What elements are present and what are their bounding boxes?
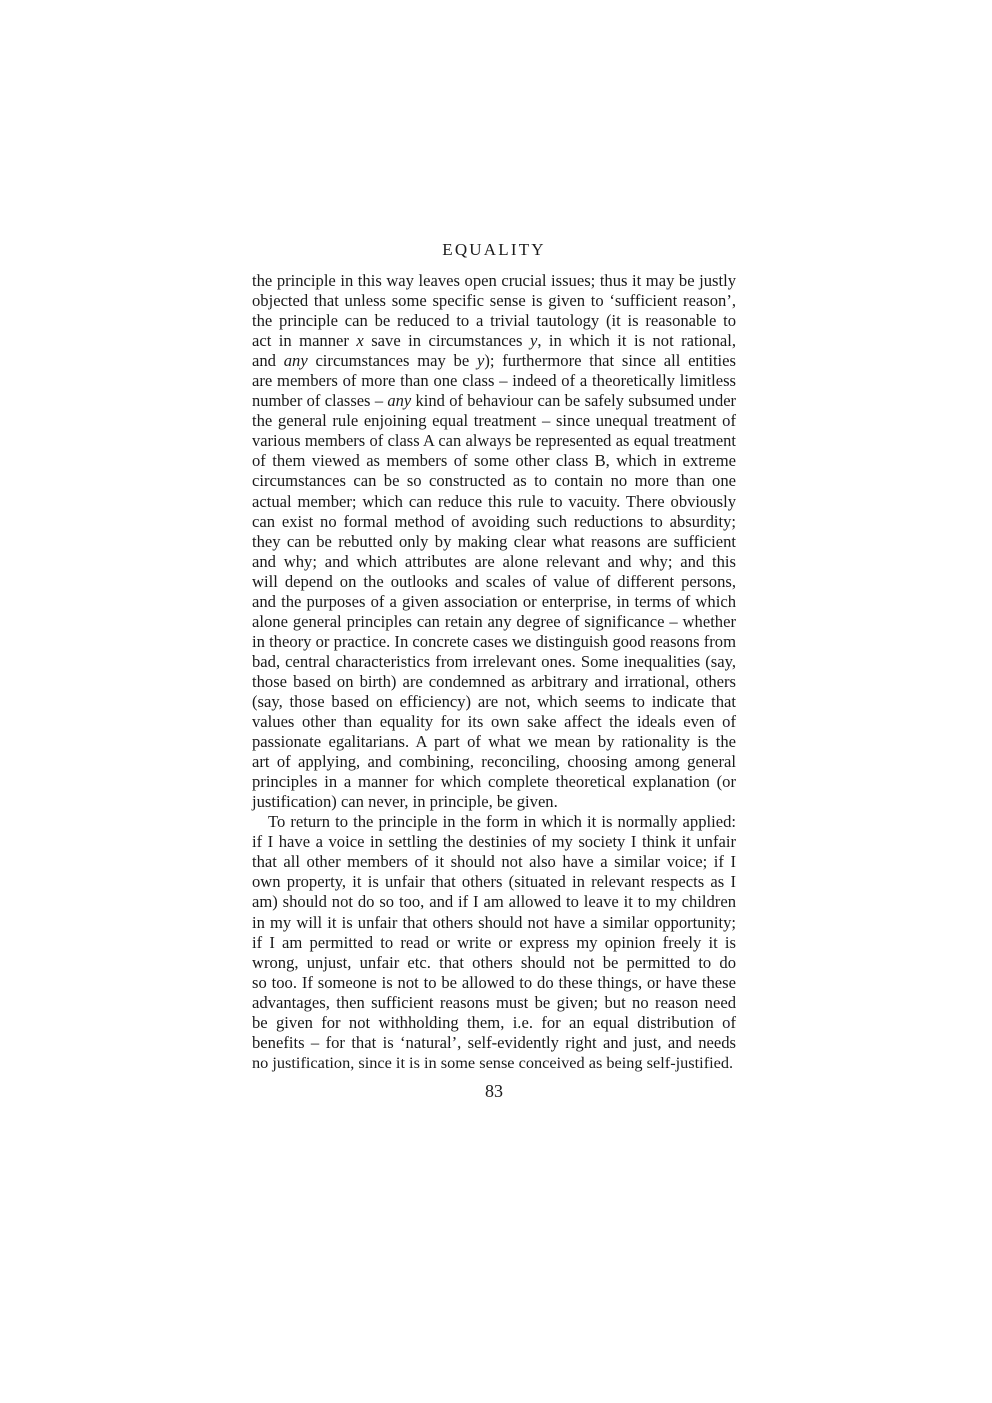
text-line: so too. If someone is not to be allowed to do these things, or have these [252, 972, 736, 992]
text-line: passionate egalitarians. A part of what we mean by rationality is the [252, 732, 736, 752]
text-line: no justification, since it is in some sense conceived as being self-justified. [252, 1052, 734, 1072]
text-line: various members of class A can always be represented as equal treatment [252, 431, 736, 451]
paragraph-1 [252, 271, 736, 812]
text-line: are members of more than one class – indeed of a theoretically limitless [252, 371, 736, 391]
text-line: and the purposes of a given association or enterprise, in terms of which [252, 591, 736, 611]
text-line: of them viewed as members of some other class B, which in extreme [252, 451, 736, 471]
text-line: benefits – for that is ‘natural’, self-evidently right and just, and needs [252, 1032, 736, 1052]
text-line: am) should not do so too, and if I am allowed to leave it to my children [252, 892, 736, 912]
text-line: actual member; which can reduce this rule to vacuity. There obviously [252, 491, 736, 511]
text-line: advantages, then sufficient reasons must be given; but no reason need [252, 992, 736, 1012]
text-line: if I am permitted to read or write or express my opinion freely it is [252, 932, 736, 952]
running-head: EQUALITY [442, 240, 546, 259]
text-line: principles in a manner for which complete theoretical explanation (or [252, 772, 736, 792]
text-line: wrong, unjust, unfair etc. that others should not be permitted to do [252, 952, 736, 972]
text-line: can exist no formal method of avoiding such reductions to absurdity; [252, 511, 736, 531]
text-line: art of applying, and combining, reconciling, choosing among general [252, 752, 736, 772]
text-line: values other than equality for its own sake affect the ideals even of [252, 712, 736, 732]
text-line: those based on birth) are condemned as arbitrary and irrational, others [252, 671, 736, 691]
text-line: alone general principles can retain any degree of significance – whether [252, 611, 736, 631]
text-line: and why; and which attributes are alone relevant and why; and this [252, 551, 736, 571]
body-text [252, 271, 736, 1073]
text-line: in my will it is unfair that others should not have a similar opportunity; [252, 912, 736, 932]
text-line: they can be rebutted only by making clear what reasons are sufficient [252, 531, 736, 551]
text-line: bad, central characteristics from irrelevant ones. Some inequalities (say, [252, 651, 736, 671]
text-line: circumstances can be so constructed as to contain no more than one [252, 471, 736, 491]
text-line: will depend on the outlooks and scales of value of different persons, [252, 571, 736, 591]
text-line: and any circumstances may be y); furthermore that since all entities [252, 351, 736, 371]
text-line: be given for not withholding them, i.e. for an equal distribution of [252, 1012, 736, 1032]
text-line: own property, it is unfair that others (situated in relevant respects as I [252, 872, 736, 892]
text-line: To return to the principle in the form in which it is normally applied: [268, 812, 736, 832]
text-line: the principle in this way leaves open crucial issues; thus it may be justly [252, 271, 736, 290]
text-line: objected that unless some specific sense is given to ‘sufficient reason’, [252, 291, 736, 311]
text-line: the general rule enjoining equal treatment – since unequal treatment of [252, 411, 736, 431]
text-line: the principle can be reduced to a trivial tautology (it is reasonable to [252, 311, 736, 331]
text-line: justification) can never, in principle, be given. [252, 792, 558, 812]
text-line: that all other members of it should not also have a similar voice; if I [252, 852, 736, 872]
text-line: if I have a voice in settling the destinies of my society I think it unfair [252, 832, 736, 852]
text-line: (say, those based on efficiency) are not, which seems to indicate that [252, 691, 736, 711]
text-line: in theory or practice. In concrete cases we distinguish good reasons from [252, 631, 736, 651]
text-line: act in manner x save in circumstances y, in which it is not rational, [252, 331, 736, 351]
paragraph-2 [252, 812, 736, 1073]
page-number: 83 [485, 1081, 503, 1101]
text-line: number of classes – any kind of behaviour can be safely subsumed under [252, 391, 736, 411]
